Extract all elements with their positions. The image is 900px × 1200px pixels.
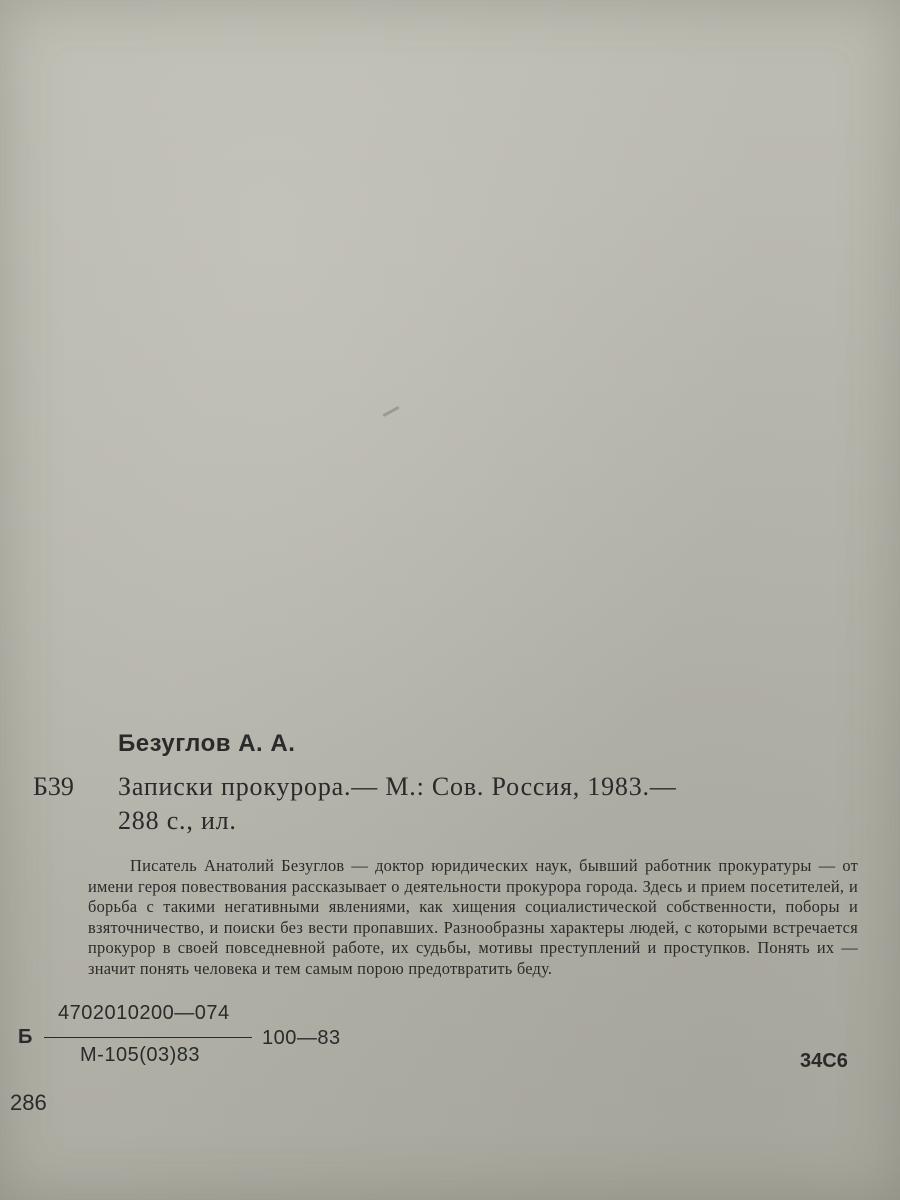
library-code: Б39	[33, 772, 74, 801]
classification-index: 34С6	[800, 1050, 848, 1072]
formula-numerator: 4702010200—074	[58, 1002, 230, 1024]
citation-line-1: Записки прокурора.— М.: Сов. Россия, 1983.—	[118, 772, 677, 801]
page-number: 286	[10, 1090, 47, 1115]
citation	[118, 770, 858, 838]
annotation-paragraph: Писатель Анатолий Безуглов — доктор юридических наук, бывший работник прокуратуры — от имени героя повествования рассказывает о деятельности прокурора города. Здесь и прием посетителей, и борьба с такими негативными явлениями, как хищения социалистической собственности, поборы и взяточничество, и поиски без вести пропавших. Разнообразны характеры людей, с которыми встречается прокурор в своей повседневной работе, их судьбы, мотивы преступлений и проступков. Понять их — значит понять человека и тем самым порою предотвратить беду.	[88, 856, 858, 978]
author-heading: Безуглов А. А.	[118, 730, 296, 757]
paper-speck	[382, 406, 399, 417]
formula-denominator: М-105(03)83	[80, 1044, 201, 1066]
formula-fraction-line	[44, 1037, 252, 1038]
formula-order: 100—83	[262, 1027, 341, 1049]
citation-line-2: 288 с., ил.	[118, 806, 237, 835]
formula-letter: Б	[18, 1026, 33, 1048]
